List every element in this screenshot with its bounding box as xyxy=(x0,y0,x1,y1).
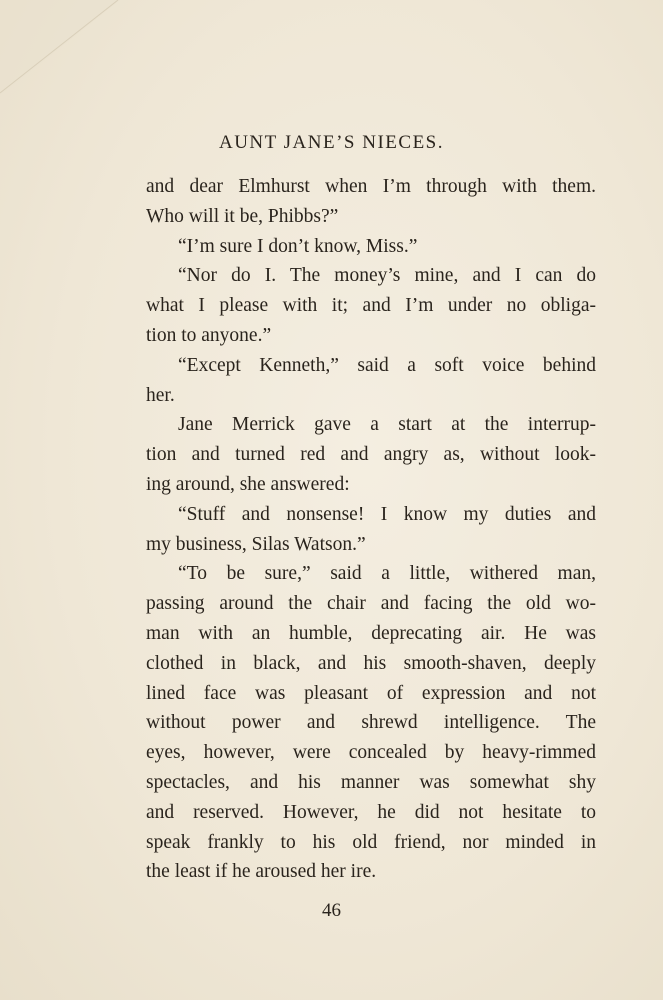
text-line: tion to anyone.” xyxy=(146,324,272,346)
text-line: “Nor do I. The money’s mine, and I can do xyxy=(178,265,596,287)
text-line: and reserved. However, he did not hesitate to xyxy=(146,801,596,823)
text-line: speak frankly to his old friend, nor minded in xyxy=(146,831,596,853)
text-line: eyes, however, were concealed by heavy-rimmed xyxy=(146,742,596,764)
running-head: AUNT JANE’S NIECES. xyxy=(218,132,444,153)
text-line: passing around the chair and facing the old wo- xyxy=(146,593,596,615)
text-line: “To be sure,” said a little, withered man, xyxy=(178,563,596,585)
text-line: and dear Elmhurst when I’m through with them. xyxy=(146,176,596,197)
text-line: the least if he aroused her ire. xyxy=(146,861,377,883)
text-line: “Stuff and nonsense! I know my duties and xyxy=(178,503,596,525)
text-line: lined face was pleasant of expression and not xyxy=(146,682,596,704)
text-line: what I please with it; and I’m under no obliga- xyxy=(146,295,596,317)
text-line: “Except Kenneth,” said a soft voice behind xyxy=(178,354,596,376)
text-line: “I’m sure I don’t know, Miss.” xyxy=(178,235,418,257)
body-text xyxy=(146,172,596,887)
page-number: 46 xyxy=(322,900,341,921)
text-line: her. xyxy=(146,384,175,406)
text-line: tion and turned red and angry as, without look- xyxy=(146,444,596,466)
text-line: clothed in black, and his smooth-shaven, deeply xyxy=(146,652,596,674)
text-line: spectacles, and his manner was somewhat shy xyxy=(146,771,596,793)
text-line: Who will it be, Phibbs?” xyxy=(146,205,339,227)
text-line: ing around, she answered: xyxy=(146,473,350,495)
text-line: Jane Merrick gave a start at the interrup- xyxy=(178,414,596,436)
text-line: man with an humble, deprecating air. He was xyxy=(146,622,596,644)
text-line: my business, Silas Watson.” xyxy=(146,533,366,555)
text-line: without power and shrewd intelligence. The xyxy=(146,712,596,734)
